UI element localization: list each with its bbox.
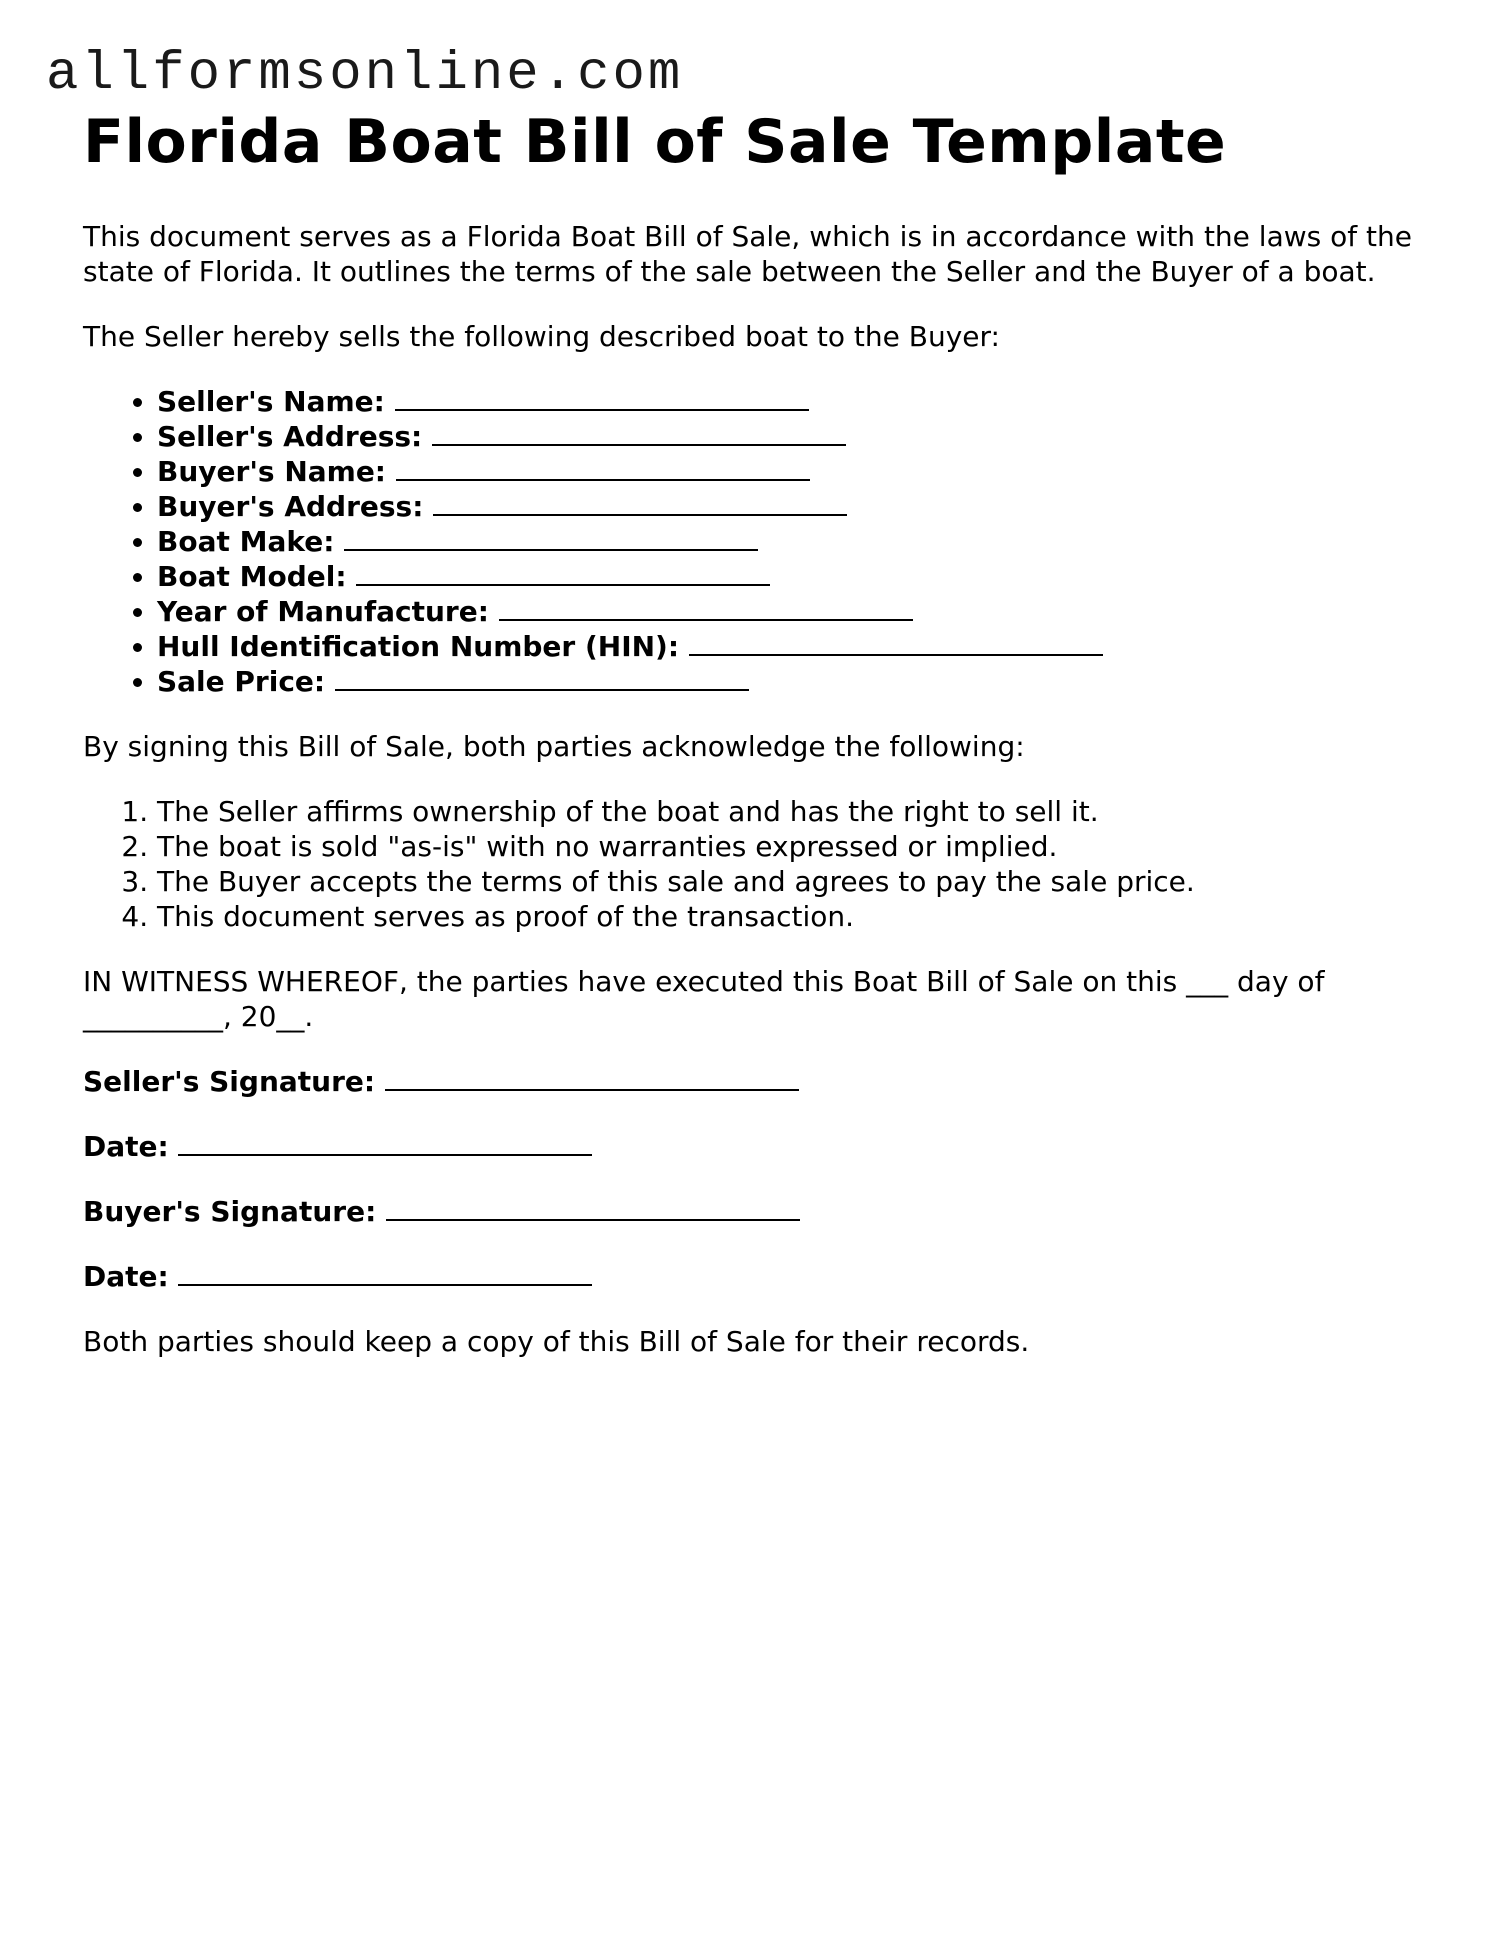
records-note: Both parties should keep a copy of this Bill of Sale for their records. (83, 1325, 1030, 1358)
seller-date-line (83, 1129, 1443, 1164)
blank-line[interactable] (432, 422, 846, 446)
site-watermark: allformsonline.com (46, 44, 684, 105)
blank-line[interactable] (385, 1067, 799, 1091)
signature-label: Seller's Signature: (83, 1065, 376, 1098)
signature-label: Date: (83, 1260, 169, 1293)
field-sellers-name (157, 384, 1443, 419)
field-label: Sale Price: (157, 665, 326, 698)
signature-label: Date: (83, 1130, 169, 1163)
buyer-signature-line (83, 1194, 1443, 1229)
intro-paragraph: This document serves as a Florida Boat Bill of Sale, which is in accordance with the laws of the state of Florida. It outlines the terms of the sale between the Seller and the Buyer of a boat. (83, 220, 1412, 288)
acknowledgement-item: 3. The Buyer accepts the terms of this sale and agrees to pay the sale price. (157, 864, 1443, 899)
document-body (83, 104, 1443, 1359)
boat-details-list (83, 384, 1443, 699)
blank-line[interactable] (356, 562, 770, 586)
signature-label: Buyer's Signature: (83, 1195, 377, 1228)
acknowledgements-list (83, 794, 1443, 934)
seller-signature-line (83, 1064, 1443, 1099)
blank-line[interactable] (433, 492, 847, 516)
field-label: Hull Identification Number (HIN): (157, 630, 680, 663)
sale-lead-paragraph: The Seller hereby sells the following described boat to the Buyer: (83, 320, 1000, 353)
buyer-date-line (83, 1259, 1443, 1294)
field-sale-price (157, 664, 1443, 699)
acknowledgement-item: 2. The boat is sold "as-is" with no warranties expressed or implied. (157, 829, 1443, 864)
field-label: Seller's Address: (157, 420, 423, 453)
field-buyers-name (157, 454, 1443, 489)
field-label: Year of Manufacture: (157, 595, 489, 628)
field-label: Boat Make: (157, 525, 335, 558)
field-boat-make (157, 524, 1443, 559)
blank-line[interactable] (344, 527, 758, 551)
acknowledgement-item: 4. This document serves as proof of the transaction. (157, 899, 1443, 934)
blank-line[interactable] (335, 667, 749, 691)
field-sellers-address (157, 419, 1443, 454)
field-label: Buyer's Address: (157, 490, 424, 523)
blank-line[interactable] (178, 1262, 592, 1286)
witness-clause: IN WITNESS WHEREOF, the parties have executed this Boat Bill of Sale on this ___ day of __________, 20__. (83, 965, 1325, 1033)
acknowledgement-item: 1. The Seller affirms ownership of the boat and has the right to sell it. (157, 794, 1443, 829)
acknowledge-intro: By signing this Bill of Sale, both parties acknowledge the following: (83, 730, 1025, 763)
field-hin (157, 629, 1443, 664)
blank-line[interactable] (689, 632, 1103, 656)
field-label: Seller's Name: (157, 385, 385, 418)
blank-line[interactable] (396, 457, 810, 481)
field-label: Buyer's Name: (157, 455, 387, 488)
blank-line[interactable] (499, 597, 913, 621)
field-boat-model (157, 559, 1443, 594)
blank-line[interactable] (395, 387, 809, 411)
blank-line[interactable] (178, 1132, 592, 1156)
field-label: Boat Model: (157, 560, 347, 593)
blank-line[interactable] (386, 1197, 800, 1221)
document-title: Florida Boat Bill of Sale Template (83, 107, 1227, 177)
field-buyers-address (157, 489, 1443, 524)
field-year-of-manufacture (157, 594, 1443, 629)
